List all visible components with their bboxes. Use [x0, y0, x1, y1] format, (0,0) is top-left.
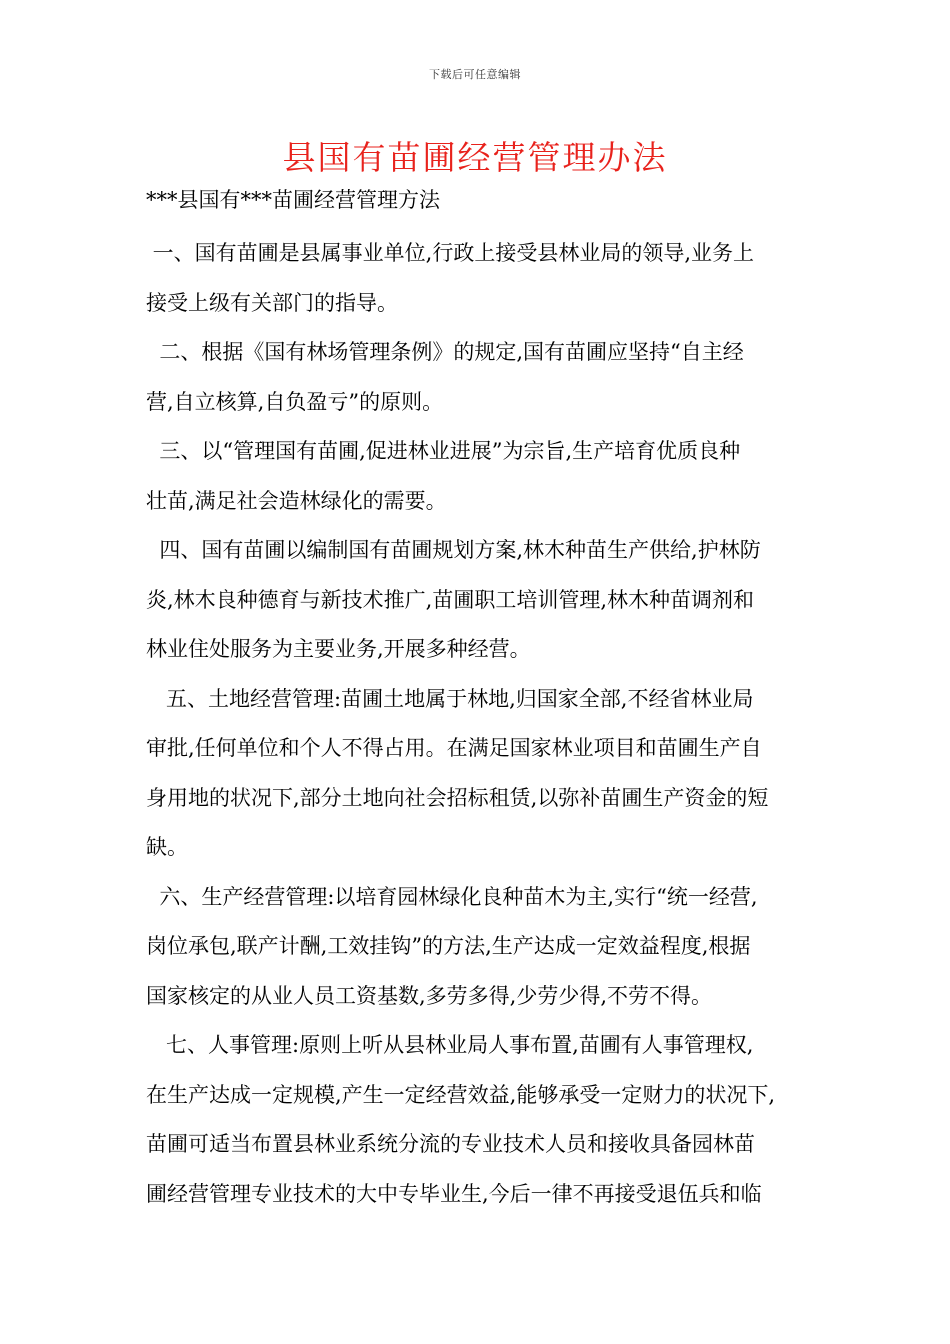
- paragraph-5: [146, 675, 810, 873]
- paragraph-line: 苗圃可适当布置县林业系统分流的专业技术人员和接收具备园林苗: [146, 1132, 755, 1156]
- paragraph-line: 缺。: [146, 835, 188, 859]
- paragraph-line: 四、国有苗圃以编制国有苗圃规划方案,林木种苗生产供给,护林防: [146, 538, 761, 562]
- paragraph-7: [146, 1021, 810, 1219]
- paragraph-line: 炎,林木良种德育与新技术推广,苗圃职工培训管理,林木种苗调剂和: [146, 587, 755, 612]
- paragraph-line: 营,自立核算,自负盈亏”的原则。: [146, 389, 444, 414]
- paragraph-3: [146, 427, 810, 526]
- paragraph-line: 岗位承包,联产计酬,工效挂钩”的方法,生产达成一定效益程度,根据: [146, 934, 751, 958]
- paragraph-line: 在生产达成一定规模,产生一定经营效益,能够承受一定财力的状况下,: [146, 1082, 776, 1107]
- document-title: 县国有苗圃经营管理办法: [282, 138, 668, 177]
- paragraph-line: 审批,任何单位和个人不得占用。在满足国家林业项目和苗圃生产自: [146, 736, 762, 760]
- paragraph-line: 国家核定的从业人员工资基数,多劳多得,少劳少得,不劳不得。: [146, 983, 713, 1008]
- paragraph-line: 林业住处服务为主要业务,开展多种经营。: [146, 637, 531, 661]
- paragraph-line: 接受上级有关部门的指导。: [146, 290, 398, 315]
- paragraph-line: 圃经营管理专业技术的大中专毕业生,今后一律不再接受退伍兵和临: [146, 1181, 762, 1206]
- paragraph-line: 六、生产经营管理:以培育园林绿化良种苗木为主,实行“统一经营,: [146, 884, 758, 909]
- paragraph-line: 一、国有苗圃是县属事业单位,行政上接受县林业局的领导,业务上: [146, 241, 755, 265]
- header-note: 下载后可任意编辑: [429, 68, 521, 81]
- document-body: [146, 229, 810, 1219]
- document-subtitle: ***县国有***苗圃经营管理方法: [146, 188, 440, 212]
- paragraph-line: 三、以“管理国有苗圃,促进林业进展”为宗旨,生产培育优质良种: [146, 439, 741, 463]
- paragraph-6: [146, 873, 810, 1022]
- paragraph-line: 五、土地经营管理:苗圃土地属于林地,归国家全部,不经省林业局: [146, 686, 754, 711]
- paragraph-4: [146, 526, 810, 675]
- paragraph-line: 二、根据《国有林场管理条例》的规定,国有苗圃应坚持“自主经: [146, 340, 744, 364]
- paragraph-line: 七、人事管理:原则上听从县林业局人事布置,苗圃有人事管理权,: [146, 1033, 754, 1057]
- paragraph-2: [146, 328, 810, 427]
- paragraph-line: 壮苗,满足社会造林绿化的需要。: [146, 488, 447, 513]
- paragraph-line: 身用地的状况下,部分土地向社会招标租赁,以弥补苗圃生产资金的短: [146, 785, 769, 810]
- paragraph-1: [146, 229, 810, 328]
